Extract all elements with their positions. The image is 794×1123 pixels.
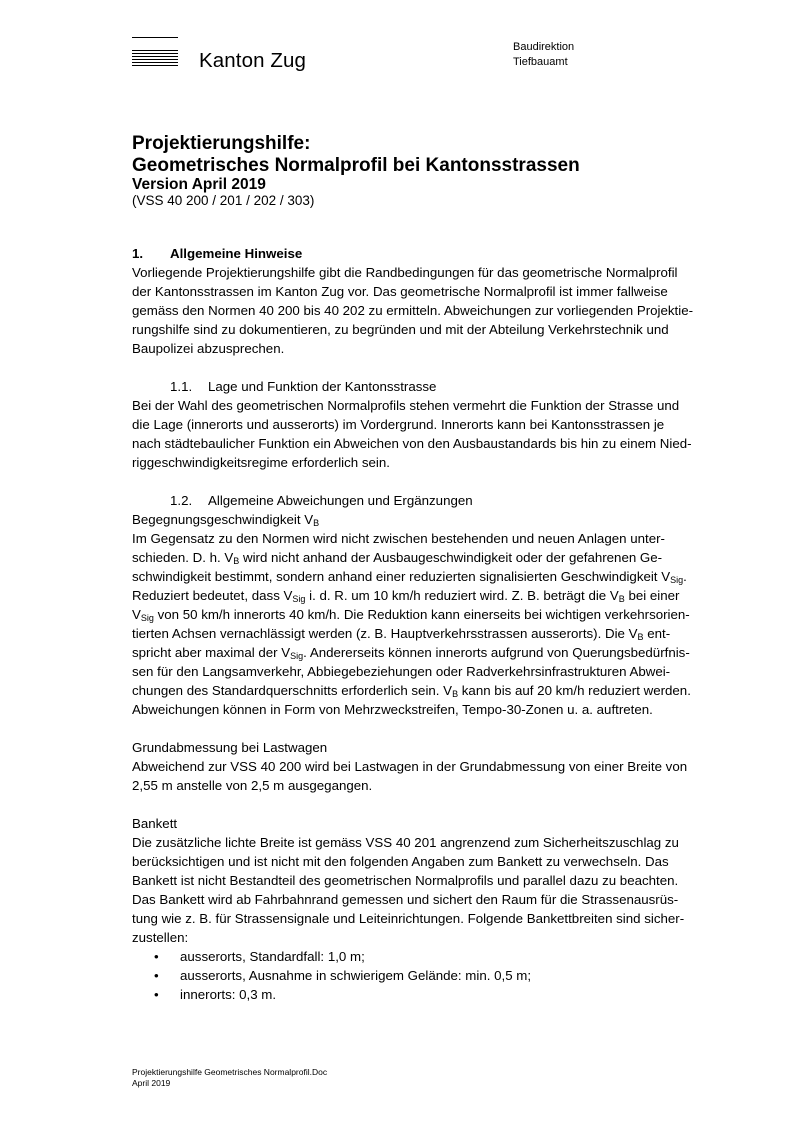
paragraph-line: berücksichtigen und ist nicht mit den folgenden Angaben zum Bankett zu verwechseln. Das <box>132 854 669 869</box>
paragraph-line: schwindigkeit bestimmt, sondern anhand einer reduzierten signalisierten Geschwindigkeit $V_{Sig}$. <box>132 569 687 585</box>
bankett-list <box>132 947 734 1004</box>
kanton-zug-logo <box>132 37 178 69</box>
list-item: • ausserorts, Ausnahme in schwierigem Gelände: min. 0,5 m; <box>154 968 532 983</box>
subsection-heading <box>132 491 734 510</box>
subsection-number: 1.2. <box>170 493 193 508</box>
paragraph-line: tierten Achsen vernachlässigt werden (z. B. Hauptverkehrsstrassen ausserorts). Die $V_B$ ent- <box>132 626 671 642</box>
dept-line-2: Tiefbauamt <box>513 56 568 68</box>
sub-heading <box>132 510 734 529</box>
bullet-icon: • <box>154 968 159 983</box>
paragraph-line: die Lage (innerorts und ausserorts) im Vordergrund. Innerorts kann bei Kantonsstrassen je <box>132 417 665 432</box>
version-line: Version April 2019 <box>132 176 266 193</box>
paragraph-line: Die zusätzliche lichte Breite ist gemäss VSS 40 201 angrenzend zum Sicherheitszuschlag zu <box>132 835 679 850</box>
paragraph-line: nach städtebaulicher Funktion ein Abweichen von den Ausbaustandards bis hin zu einem Nied- <box>132 436 692 451</box>
paragraph-line: schieden. D. h. $V_B$ wird nicht anhand der Ausbaugeschwindigkeit oder der gefahrenen Ge- <box>132 550 663 566</box>
paragraph-line: Das Bankett wird ab Fahrbahnrand gemessen und sichert den Raum für die Strassenausrüs- <box>132 892 679 907</box>
bullet-icon: • <box>154 949 159 964</box>
vss-reference: (VSS 40 200 / 201 / 202 / 303) <box>132 193 315 208</box>
document-body <box>132 244 734 1004</box>
paragraph-line: Abweichend zur VSS 40 200 wird bei Lastwagen in der Grundabmessung von einer Breite von <box>132 759 688 774</box>
list-item: • ausserorts, Standardfall: 1,0 m; <box>154 949 365 964</box>
bullet-icon: • <box>154 987 159 1002</box>
paragraph-line: tung wie z. B. für Strassensignale und Leiteinrichtungen. Folgende Bankettbreiten sind sicher- <box>132 911 685 926</box>
footer-filename: Projektierungshilfe Geometrisches Normalprofil.Doc <box>132 1067 328 1077</box>
paragraph-line: spricht aber maximal der $V_{Sig}$. Andererseits können innerorts aufgrund von Querungsbedürfnis- <box>132 645 690 661</box>
org-name: Kanton Zug <box>199 49 306 72</box>
subsection-number: 1.1. <box>170 379 193 394</box>
list-item: • innerorts: 0,3 m. <box>154 987 277 1002</box>
section-heading <box>132 244 734 263</box>
paragraph-line: 2,55 m anstelle von 2,5 m ausgegangen. <box>132 778 373 793</box>
department <box>513 40 574 70</box>
page-footer <box>132 1067 327 1088</box>
paragraph-line: der Kantonsstrassen im Kanton Zug vor. Das geometrische Normalprofil ist immer fallweise <box>132 284 668 299</box>
footer-date: April 2019 <box>132 1077 171 1088</box>
paragraph <box>132 529 734 719</box>
subsection-heading <box>132 377 734 396</box>
paragraph-line: Abweichungen können in Form von Mehrzweckstreifen, Tempo-30-Zonen u. a. auftreten. <box>132 702 653 717</box>
paragraph-line: $V_{Sig}$ von 50 km/h innerorts 40 km/h. Die Reduktion kann einerseits bei wichtigen verkehrsorien- <box>132 607 690 623</box>
paragraph-line: Bankett ist nicht Bestandteil des geometrischen Normalprofils und parallel dazu zu beachten. <box>132 873 679 888</box>
dept-line-1: Baudirektion <box>513 41 575 53</box>
subscript: B <box>313 518 320 528</box>
paragraph-line: rungshilfe sind zu dokumentieren, zu begründen und mit der Abteilung Verkehrstechnik und <box>132 322 669 337</box>
section-number: 1. <box>132 246 144 261</box>
subsection-title: Lage und Funktion der Kantonsstrasse <box>208 379 437 394</box>
paragraph-line: Bei der Wahl des geometrischen Normalprofils stehen vermehrt die Funktion der Strasse und <box>132 398 680 413</box>
paragraph-line: zustellen: <box>132 930 189 945</box>
paragraph-line: Reduziert bedeutet, dass $V_{Sig}$ i. d. R. um 10 km/h reduziert wird. Z. B. beträgt die $V_B$ bei einer <box>132 588 680 604</box>
paragraph-line: Baupolizei abzusprechen. <box>132 341 285 356</box>
title-line-2: Geometrisches Normalprofil bei Kantonsstrassen <box>132 155 580 176</box>
paragraph-line: gemäss den Normen 40 200 bis 40 202 zu ermitteln. Abweichungen zur vorliegenden Projektie- <box>132 303 694 318</box>
paragraph-line: sen für den Langsamverkehr, Abbiegebeziehungen oder Radverkehrsinfrastrukturen Abwei- <box>132 664 671 679</box>
sub-heading: Grundabmessung bei Lastwagen <box>132 740 328 755</box>
paragraph-line: riggeschwindigkeitsregime erforderlich sein. <box>132 455 390 470</box>
subsection-title: Allgemeine Abweichungen und Ergänzungen <box>208 493 473 508</box>
sub-heading: Bankett <box>132 816 178 831</box>
sub-heading-text: Begegnungsgeschwindigkeit V <box>132 512 314 527</box>
document-title <box>132 133 580 177</box>
paragraph-line: chungen des Standardquerschnitts erforderlich sein. $V_B$ kann bis auf 20 km/h reduziert werden. <box>132 683 691 699</box>
paragraph-line: Im Gegensatz zu den Normen wird nicht zwischen bestehenden und neuen Anlagen unter- <box>132 531 665 546</box>
title-line-1: Projektierungshilfe: <box>132 133 311 154</box>
section-title: Allgemeine Hinweise <box>170 246 303 261</box>
paragraph-line: Vorliegende Projektierungshilfe gibt die Randbedingungen für das geometrische Normalprofil <box>132 265 678 280</box>
